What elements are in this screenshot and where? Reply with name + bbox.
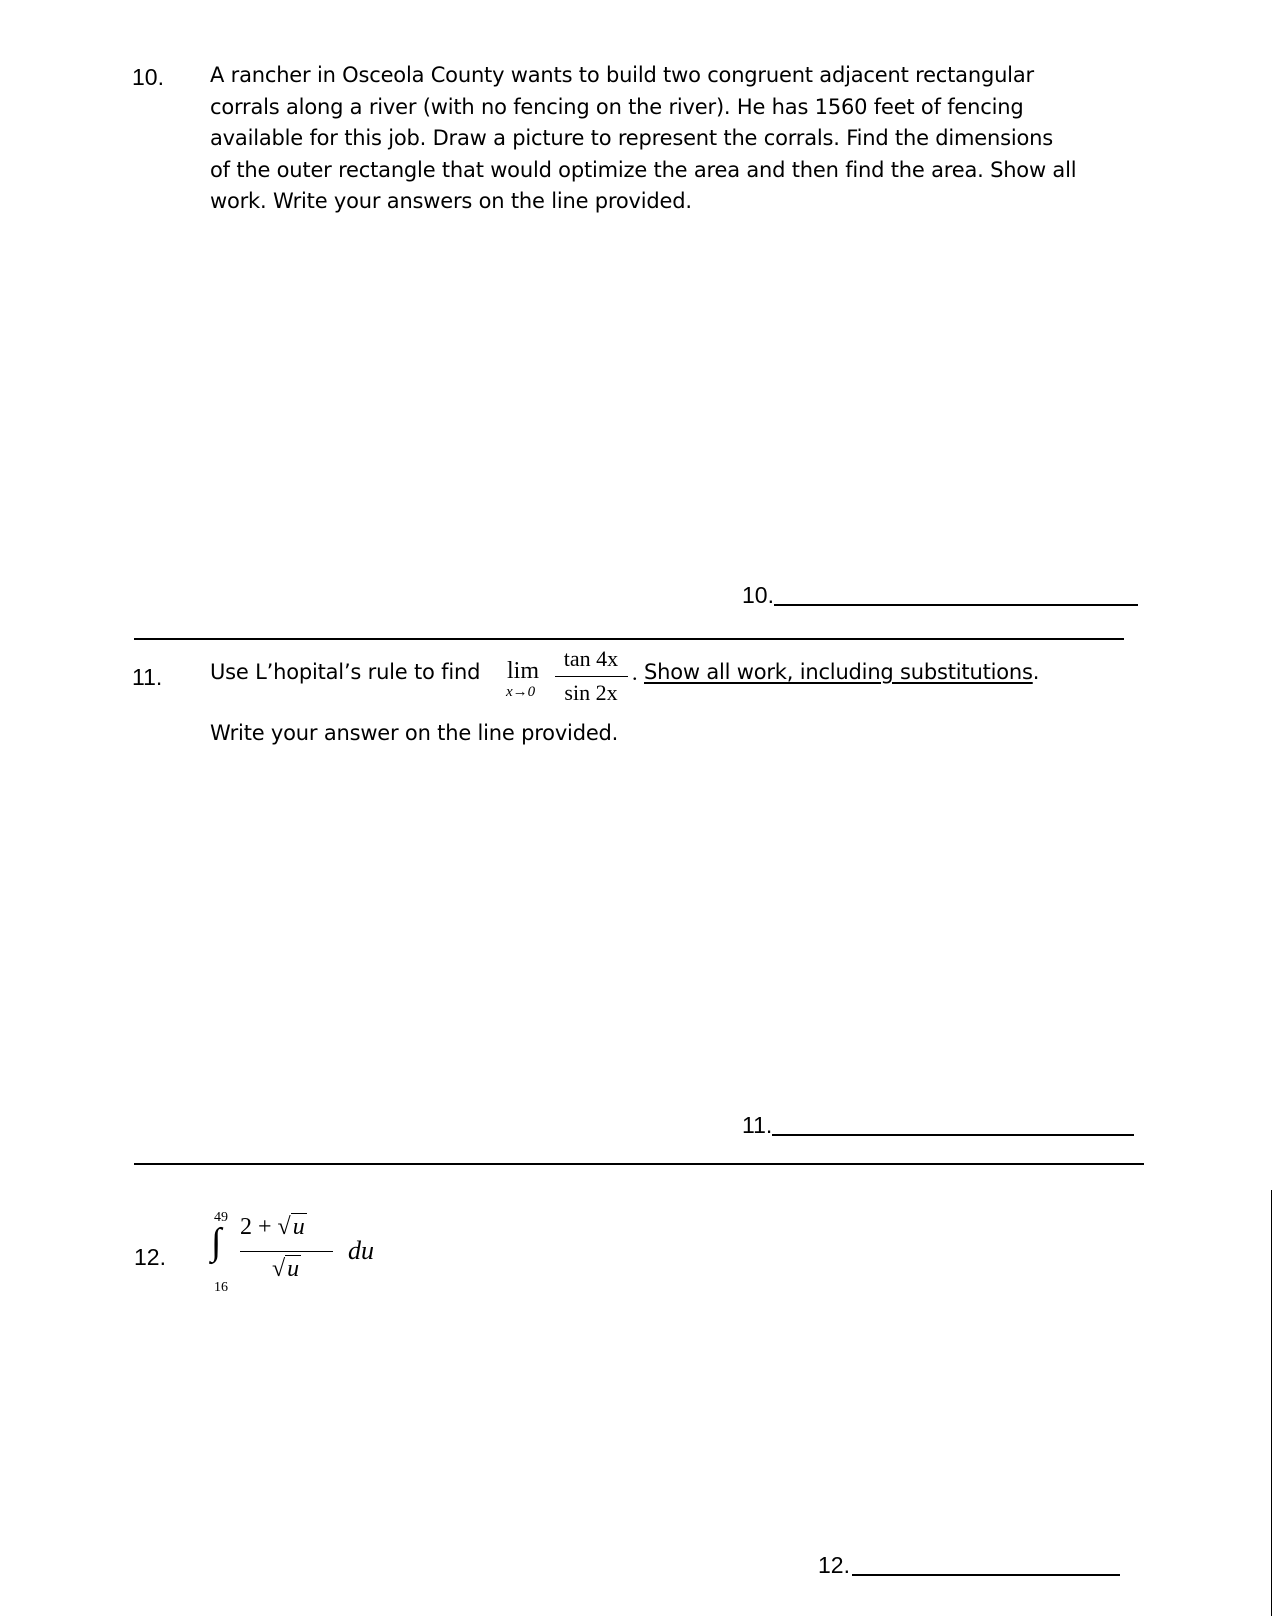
answer-12-label: 12. (818, 1552, 850, 1578)
integrand-denominator (272, 1256, 301, 1283)
question-10-line-4: of the outer rectangle that would optimize the area and then find the area. Show all (210, 157, 1077, 182)
section-divider-1 (134, 638, 1124, 640)
integral-lower-limit: 16 (214, 1280, 228, 1295)
limit-denominator: sin 2x (564, 680, 618, 705)
question-10-line-5: work. Write your answers on the line provided. (210, 189, 692, 213)
question-10-number: 10. (132, 64, 164, 90)
integral-sign: ∫ (211, 1221, 222, 1263)
answer-10-line[interactable] (774, 604, 1138, 606)
limit-numerator: tan 4x (563, 646, 619, 671)
integral-differential: du (348, 1236, 374, 1265)
question-12-number: 12. (134, 1244, 166, 1270)
numerator-radicand: u (292, 1214, 305, 1240)
question-11-instruction (644, 660, 1039, 684)
question-10-line-1: A rancher in Osceola County wants to build two congruent adjacent rectangular (210, 63, 1034, 87)
question-10-line-3: available for this job. Draw a picture to represent the corrals. Find the dimensions (210, 126, 1054, 150)
fraction-bar (555, 676, 628, 677)
question-10-text (210, 60, 1220, 218)
limit-period: . (632, 660, 638, 685)
answer-10-label: 10. (742, 582, 774, 608)
question-11-line-2: Write your answer on the line provided. (210, 721, 619, 745)
integrand-numerator (240, 1214, 307, 1241)
limit-subscript: x→0 (506, 684, 536, 700)
page-edge (1271, 1190, 1272, 1616)
limit-word: lim (507, 658, 540, 684)
answer-12-line[interactable] (852, 1574, 1120, 1576)
numerator-constant: 2 + (240, 1214, 272, 1240)
instruction-underlined: Show all work, including substitutions (644, 660, 1033, 684)
answer-11-label: 11. (742, 1112, 773, 1138)
question-11-prefix: Use L’hopital’s rule to find (210, 660, 481, 684)
numerator-sqrt-sign: √ (277, 1214, 291, 1240)
denominator-sqrt-sign: √ (272, 1256, 286, 1282)
instruction-period: . (1032, 660, 1040, 684)
section-divider-2 (134, 1163, 1144, 1165)
answer-11-line[interactable] (772, 1134, 1134, 1136)
question-10-line-2: corrals along a river (with no fencing on the river). He has 1560 feet of fencing (210, 94, 1024, 119)
integrand-fraction-bar (240, 1251, 333, 1252)
integral-upper-limit: 49 (214, 1210, 228, 1225)
denominator-radicand: u (287, 1256, 300, 1282)
question-11-number: 11. (132, 664, 163, 690)
